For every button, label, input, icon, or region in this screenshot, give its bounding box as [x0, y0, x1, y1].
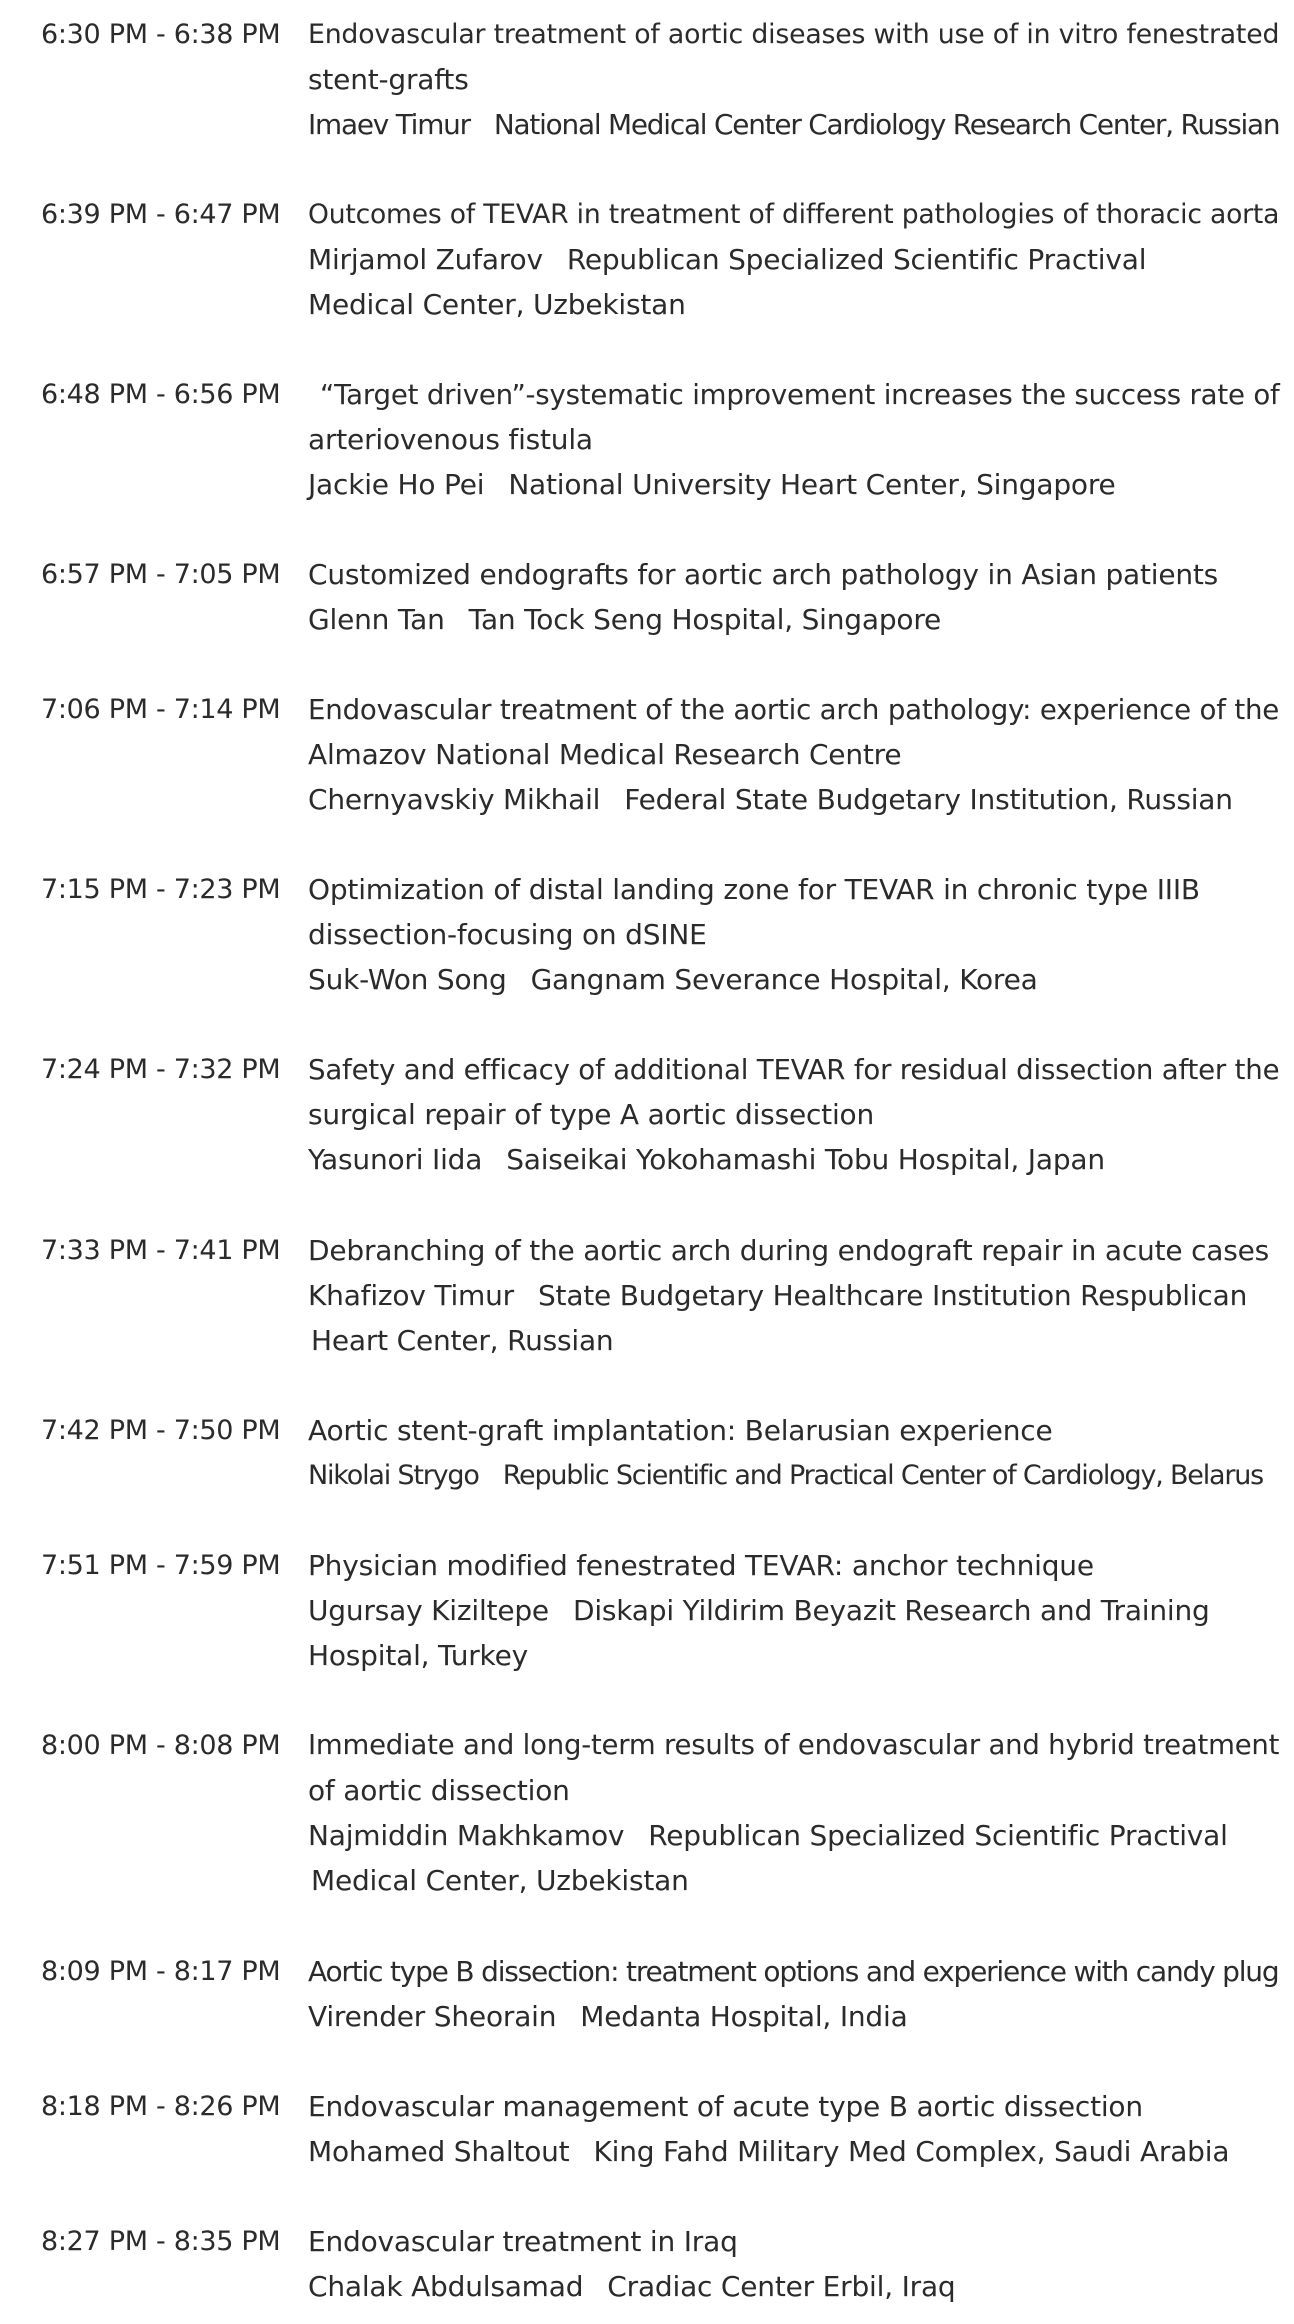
speaker-line [308, 1588, 1210, 1633]
speaker-affiliation-continued: Medical Center, Uzbekistan [308, 288, 686, 321]
speaker-line [308, 462, 1116, 507]
speaker-affiliation: Republican Specialized Scientific Practival [648, 1819, 1228, 1852]
speaker-name: Ugursay Kiziltepe [308, 1594, 549, 1627]
speaker-line [308, 1137, 1105, 1182]
session-time: 8:00 PM - 8:08 PM [41, 1730, 281, 1761]
session-title: Outcomes of TEVAR in treatment of different pathologies of thoracic aorta [308, 199, 1280, 230]
speaker-affiliation: King Fahd Military Med Complex, Saudi Arabia [593, 2135, 1230, 2168]
speaker-line [308, 2129, 1229, 2174]
speaker-name: Khafizov Timur [308, 1279, 514, 1312]
session-time: 8:27 PM - 8:35 PM [41, 2226, 281, 2257]
speaker-name: Imaev Timur [308, 108, 470, 141]
speaker-affiliation: Diskapi Yildirim Beyazit Research and Training [572, 1594, 1210, 1627]
session-title-continued: of aortic dissection [308, 1774, 570, 1807]
speaker-line [308, 1273, 1247, 1318]
session-title: Endovascular treatment of aortic diseases with use of in vitro fenestrated [308, 19, 1280, 50]
session-title-continued: dissection-focusing on dSINE [308, 918, 707, 951]
speaker-affiliation: Republic Scientific and Practical Center of Cardiology, Belarus [502, 1460, 1264, 1491]
speaker-affiliation: Federal State Budgetary Institution, Russian [624, 783, 1233, 816]
speaker-name: Glenn Tan [308, 603, 445, 636]
session-title: Optimization of distal landing zone for TEVAR in chronic type IIIB [308, 873, 1200, 906]
session-title: Aortic type B dissection: treatment options and experience with candy plug [308, 1955, 1279, 1988]
session-time: 6:39 PM - 6:47 PM [41, 199, 281, 230]
session-time: 8:18 PM - 8:26 PM [41, 2091, 281, 2122]
speaker-affiliation: Saiseikai Yokohamashi Tobu Hospital, Japan [506, 1143, 1105, 1176]
speaker-affiliation-continued: Heart Center, Russian [311, 1324, 614, 1357]
speaker-name: Nikolai Strygo [308, 1460, 479, 1491]
speaker-name: Najmiddin Makhkamov [308, 1819, 625, 1852]
speaker-name: Virender Sheorain [308, 2000, 557, 2033]
speaker-affiliation: Gangnam Severance Hospital, Korea [530, 963, 1038, 996]
session-time: 7:15 PM - 7:23 PM [41, 874, 281, 905]
speaker-name: Chalak Abdulsamad [308, 2270, 584, 2303]
session-title: Physician modified fenestrated TEVAR: anchor technique [308, 1549, 1094, 1582]
session-title: Aortic stent-graft implantation: Belarusian experience [308, 1414, 1053, 1447]
speaker-affiliation-continued: Medical Center, Uzbekistan [311, 1864, 689, 1897]
session-title-continued: Almazov National Medical Research Centre [308, 738, 902, 771]
session-time: 7:51 PM - 7:59 PM [41, 1550, 281, 1581]
session-title-continued: surgical repair of type A aortic dissection [308, 1098, 875, 1131]
speaker-affiliation: Cradiac Center Erbil, Iraq [607, 2270, 956, 2303]
session-time: 7:06 PM - 7:14 PM [41, 694, 281, 725]
speaker-name: Mirjamol Zufarov [308, 243, 543, 276]
speaker-affiliation: Medanta Hospital, India [580, 2000, 908, 2033]
speaker-line [308, 777, 1233, 822]
session-title: Endovascular treatment of the aortic arch pathology: experience of the [308, 693, 1280, 726]
speaker-affiliation: Tan Tock Seng Hospital, Singapore [468, 603, 942, 636]
speaker-line [308, 237, 1146, 282]
session-time: 7:24 PM - 7:32 PM [41, 1054, 281, 1085]
speaker-name: Chernyavskiy Mikhail [308, 783, 601, 816]
session-title: Endovascular management of acute type B aortic dissection [308, 2090, 1143, 2123]
speaker-line [308, 1994, 908, 2039]
session-title: Debranching of the aortic arch during endograft repair in acute cases [308, 1234, 1270, 1267]
speaker-name: Suk-Won Song [308, 963, 507, 996]
speaker-line [308, 597, 941, 642]
speaker-affiliation: National University Heart Center, Singapore [508, 468, 1116, 501]
speaker-name: Yasunori Iida [308, 1143, 483, 1176]
session-title: Safety and efficacy of additional TEVAR for residual dissection after the [308, 1053, 1280, 1086]
speaker-line [308, 102, 1279, 147]
speaker-line [308, 1453, 1263, 1498]
speaker-affiliation: National Medical Center Cardiology Research Center, Russian [493, 108, 1280, 141]
speaker-line [308, 2264, 956, 2309]
session-time: 6:48 PM - 6:56 PM [41, 379, 281, 410]
session-time: 6:30 PM - 6:38 PM [41, 19, 281, 50]
session-time: 7:33 PM - 7:41 PM [41, 1235, 281, 1266]
session-time: 7:42 PM - 7:50 PM [41, 1415, 281, 1446]
speaker-name: Jackie Ho Pei [308, 468, 485, 501]
session-title: Immediate and long-term results of endovascular and hybrid treatment [308, 1729, 1280, 1761]
session-title: Endovascular treatment in Iraq [308, 2225, 738, 2258]
session-time: 8:09 PM - 8:17 PM [41, 1956, 281, 1987]
speaker-affiliation: Republican Specialized Scientific Practival [566, 243, 1147, 276]
speaker-affiliation-continued: Hospital, Turkey [308, 1639, 528, 1672]
session-title: Customized endografts for aortic arch pathology in Asian patients [308, 558, 1219, 591]
speaker-line [308, 957, 1038, 1002]
speaker-line [308, 1813, 1228, 1858]
session-title-continued: arteriovenous fistula [308, 423, 593, 456]
speaker-affiliation: State Budgetary Healthcare Institution Respublican [537, 1279, 1248, 1312]
speaker-name: Mohamed Shaltout [308, 2135, 570, 2168]
session-time: 6:57 PM - 7:05 PM [41, 559, 281, 590]
session-title-continued: stent-grafts [308, 63, 469, 96]
session-title: “Target driven”-systematic improvement increases the success rate of [320, 378, 1280, 411]
